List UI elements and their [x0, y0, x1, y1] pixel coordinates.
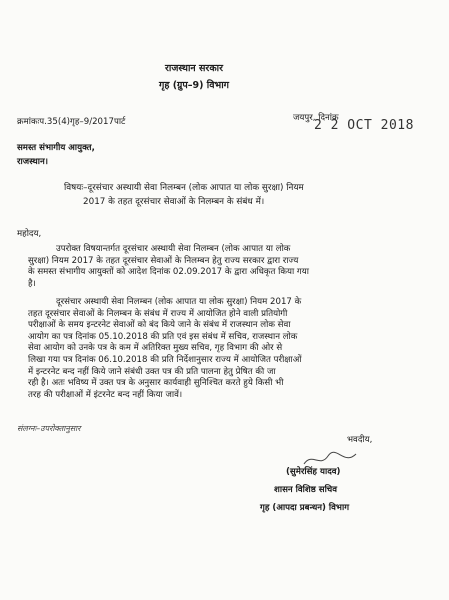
dept-heading: गृह (ग्रुप–9) विभाग: [159, 80, 230, 91]
salutation: महोदय,: [17, 229, 42, 239]
paragraph-line: परीक्षाओं के समय इन्टरनेट सेवाओं को बंद किये जाने के संबंध में राजस्थान लोक सेवा: [28, 320, 291, 331]
paragraph-line: सेवा आयोग को उनके पत्र के कम में अतिरिक्त मुख्य सचिव, गृह विभाग की ओर से: [28, 343, 283, 354]
closing: भवदीय,: [347, 435, 373, 445]
place-date-label: जयपुर, दिनांक: [293, 113, 339, 123]
enclosure-note: संलग्नः–उपरोक्तानुसार: [17, 424, 81, 433]
org-heading: राजस्थान सरकार: [165, 63, 223, 74]
addressee-line-2: राजस्थान।: [17, 157, 49, 167]
paragraph-line: में इन्टरनेट बन्द नहीं किये जाने संबंधी उक्त पत्र की प्रति पालना हेतु प्रेषित की जा: [28, 366, 276, 377]
paragraph-line: आयोग का पत्र दिनांक 05.10.2018 की प्रति एवं इस संबंध में सचिव, राजस्थान लोक: [28, 331, 298, 342]
subject-line-2: 2017 के तहत दूरसंचार सेवाओं के निलम्बन के संबंध में।: [83, 197, 265, 207]
signatory-name: (सुमेरसिंह यादव): [286, 467, 341, 477]
paragraph-line: लिखा गया पत्र दिनांक 06.10.2018 की प्रति निर्देशानुसार राज्य में आयोजित परीक्षाओं: [28, 354, 302, 365]
paragraph-line: तहत दूरसंचार सेवाओं के निलम्बन के संबंध में राज्य में आयोजित होने वाली प्रतियोगी: [28, 308, 288, 319]
paragraph-line: है।: [28, 278, 36, 289]
date-stamp: 2 2 OCT 2018: [314, 118, 414, 133]
paragraph-line: सुरक्षा) नियम 2017 के तहत दूरसंचार सेवाओं के निलम्बन हेतु राज्य सरकार द्वारा राज्य: [28, 255, 299, 266]
subject-line-1: विषयः–दूरसंचार अस्थायी सेवा निलम्बन (लोक आपात या लोक सुरक्षा) नियम: [64, 183, 304, 193]
addressee-line-1: समस्त संभागीय आयुक्त,: [17, 143, 95, 153]
reference-number: क्रमांकःप.35(4)गृह–9/2017पार्ट: [17, 117, 126, 127]
signatory-department: गृह (आपदा प्रबन्धन) विभाग: [260, 503, 350, 513]
paragraph-line: रही है। अतः भविष्य में उक्त पत्र के अनुसार कार्यवाही सुनिश्चित करते हुये किसी भी: [28, 378, 284, 389]
paragraph-line: दूरसंचार अस्थायी सेवा निलम्बन (लोक आपात या लोक सुरक्षा) नियम 2017 के: [56, 297, 302, 307]
paragraph-1: [28, 244, 428, 290]
paragraph-2: [28, 297, 428, 401]
paragraph-line: के समस्त संभागीय आयुक्तों को आदेश दिनांक 02.09.2017 के द्वारा अधिकृत किया गया: [28, 267, 309, 278]
paragraph-line: तरह की परीक्षाओं में इंटरनेट बन्द नहीं किया जावें।: [28, 389, 183, 400]
signatory-designation: शासन विशिष्ठ सचिव: [274, 485, 338, 495]
paragraph-line: उपरोक्त विषयान्तर्गत दूरसंचार अस्थायी सेवा निलम्बन (लोक आपात या लोक: [56, 244, 291, 254]
